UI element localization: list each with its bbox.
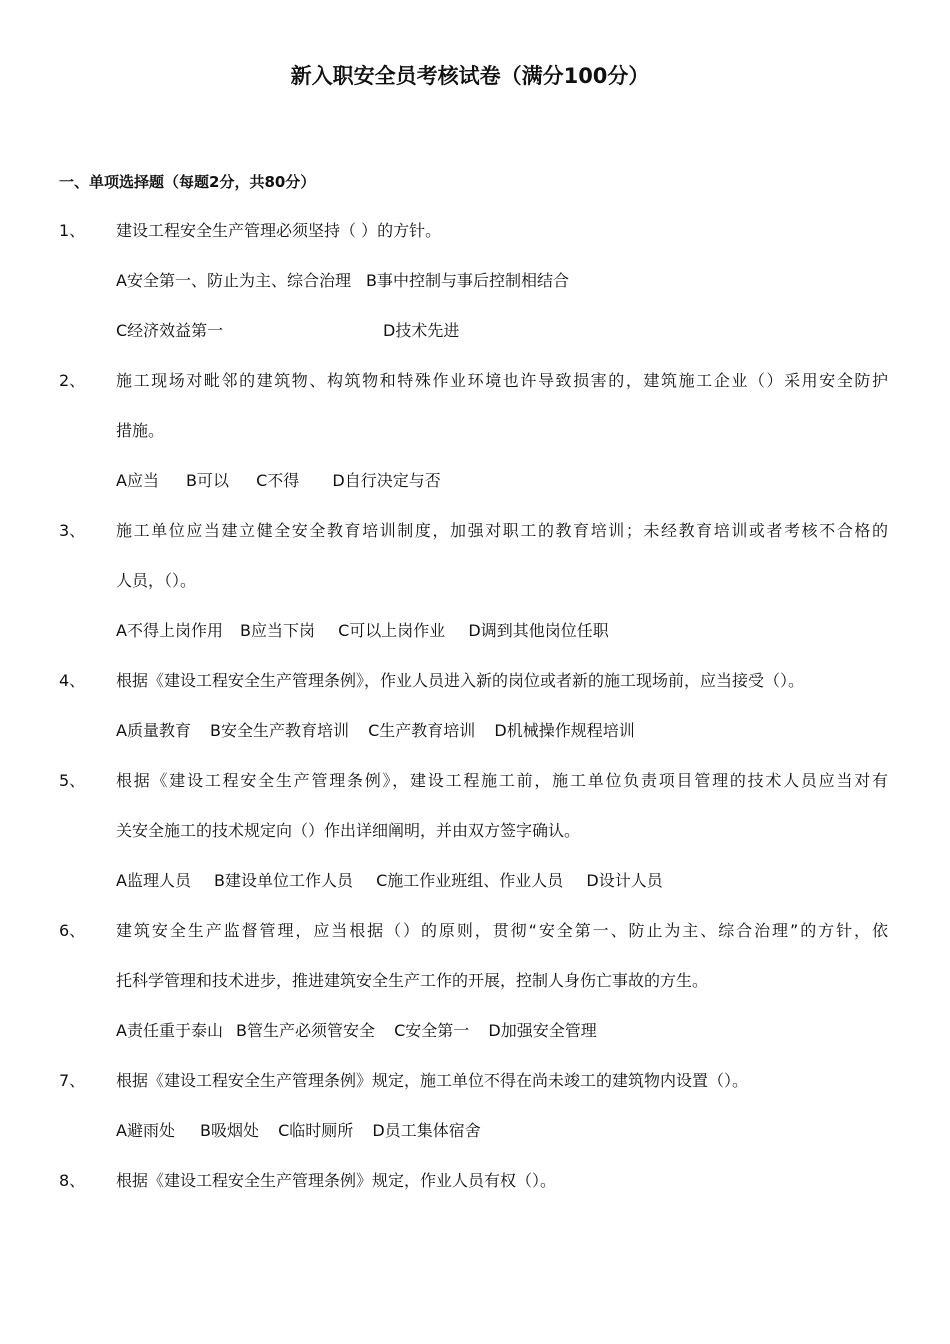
option-row (116, 468, 441, 494)
option-c: C施工作业班组、作业人员 (376, 871, 564, 890)
option-a: A应当 (116, 471, 159, 490)
option-b: B可以 (186, 471, 230, 490)
option-a: A责任重于泰山 (116, 1021, 223, 1040)
option-a: A安全第一、防止为主、综合治理 (116, 271, 351, 290)
option-row (116, 618, 609, 644)
option-row (116, 718, 635, 744)
option-d: D机械操作规程培训 (494, 721, 635, 740)
option-a: A避雨处 (116, 1121, 175, 1140)
option-b: B安全生产教育培训 (210, 721, 350, 740)
question-text: 施工单位应当建立健全安全教育培训制度，加强对职工的教育培训；未经教育培训或者考核不合格的 (116, 521, 888, 540)
question-text: 人员，（）。 (116, 571, 197, 590)
option-a: A质量教育 (116, 721, 191, 740)
question-text: 建设工程安全生产管理必须坚持（ ）的方针。 (116, 221, 442, 240)
option-d: D自行决定与否 (332, 471, 441, 490)
option-c: C可以上岗作业 (338, 621, 446, 640)
section-title: 一、单项选择题（每题2分，共80分） (59, 173, 316, 191)
option-d: D员工集体宿舍 (372, 1121, 481, 1140)
question-text: 根据《建设工程安全生产管理条例》，作业人员进入新的岗位或者新的施工现场前，应当接受（）。 (116, 671, 805, 690)
question-number: 6、 (59, 921, 86, 940)
question-text: 托科学管理和技术进步，推进建筑安全生产工作的开展，控制人身伤亡事故的方生。 (116, 971, 709, 990)
option-b: B吸烟处 (200, 1121, 260, 1140)
option-d: D设计人员 (586, 871, 663, 890)
option-d: D加强安全管理 (488, 1021, 597, 1040)
option-c: C临时厕所 (278, 1121, 354, 1140)
option-a: A监理人员 (116, 871, 191, 890)
question-text: 施工现场对毗邻的建筑物、构筑物和特殊作业环境也许导致损害的，建筑施工企业（）采用安全防护 (116, 371, 888, 390)
option-c: C生产教育培训 (368, 721, 476, 740)
question-number: 1、 (59, 221, 86, 240)
option-row (116, 868, 663, 894)
question-text: 根据《建设工程安全生产管理条例》，建设工程施工前，施工单位负责项目管理的技术人员应当对有 (116, 771, 888, 790)
exam-title: 新入职安全员考核试卷（满分100分） (290, 64, 650, 88)
option-c: C不得 (256, 471, 300, 490)
question-number: 8、 (59, 1171, 86, 1190)
option-c: C安全第一 (394, 1021, 470, 1040)
option-row (116, 1018, 597, 1044)
option-b: B管生产必须管安全 (236, 1021, 376, 1040)
option-a: A不得上岗作用 (116, 621, 223, 640)
option-row (116, 1118, 481, 1144)
question-text: 根据《建设工程安全生产管理条例》规定，施工单位不得在尚未竣工的建筑物内设置（）。 (116, 1071, 749, 1090)
question-number: 7、 (59, 1071, 86, 1090)
option-b: B应当下岗 (240, 621, 316, 640)
option-row (116, 268, 569, 294)
question-number: 5、 (59, 771, 86, 790)
question-number: 2、 (59, 371, 86, 390)
option-b: B建设单位工作人员 (214, 871, 354, 890)
question-number: 4、 (59, 671, 86, 690)
question-text: 措施。 (116, 421, 165, 440)
option-b: B事中控制与事后控制相结合 (366, 271, 570, 290)
option-d: D调到其他岗位任职 (468, 621, 609, 640)
question-number: 3、 (59, 521, 86, 540)
option-d: D技术先进 (383, 321, 460, 340)
option-row (116, 318, 460, 344)
question-text: 建筑安全生产监督管理，应当根据（）的原则，贯彻“安全第一、防止为主、综合治理”的方针，依 (116, 921, 888, 940)
option-c: C经济效益第一 (116, 321, 224, 340)
question-text: 关安全施工的技术规定向（）作出详细阐明，并由双方签字确认。 (116, 821, 581, 840)
question-text: 根据《建设工程安全生产管理条例》规定，作业人员有权（）。 (116, 1171, 557, 1190)
